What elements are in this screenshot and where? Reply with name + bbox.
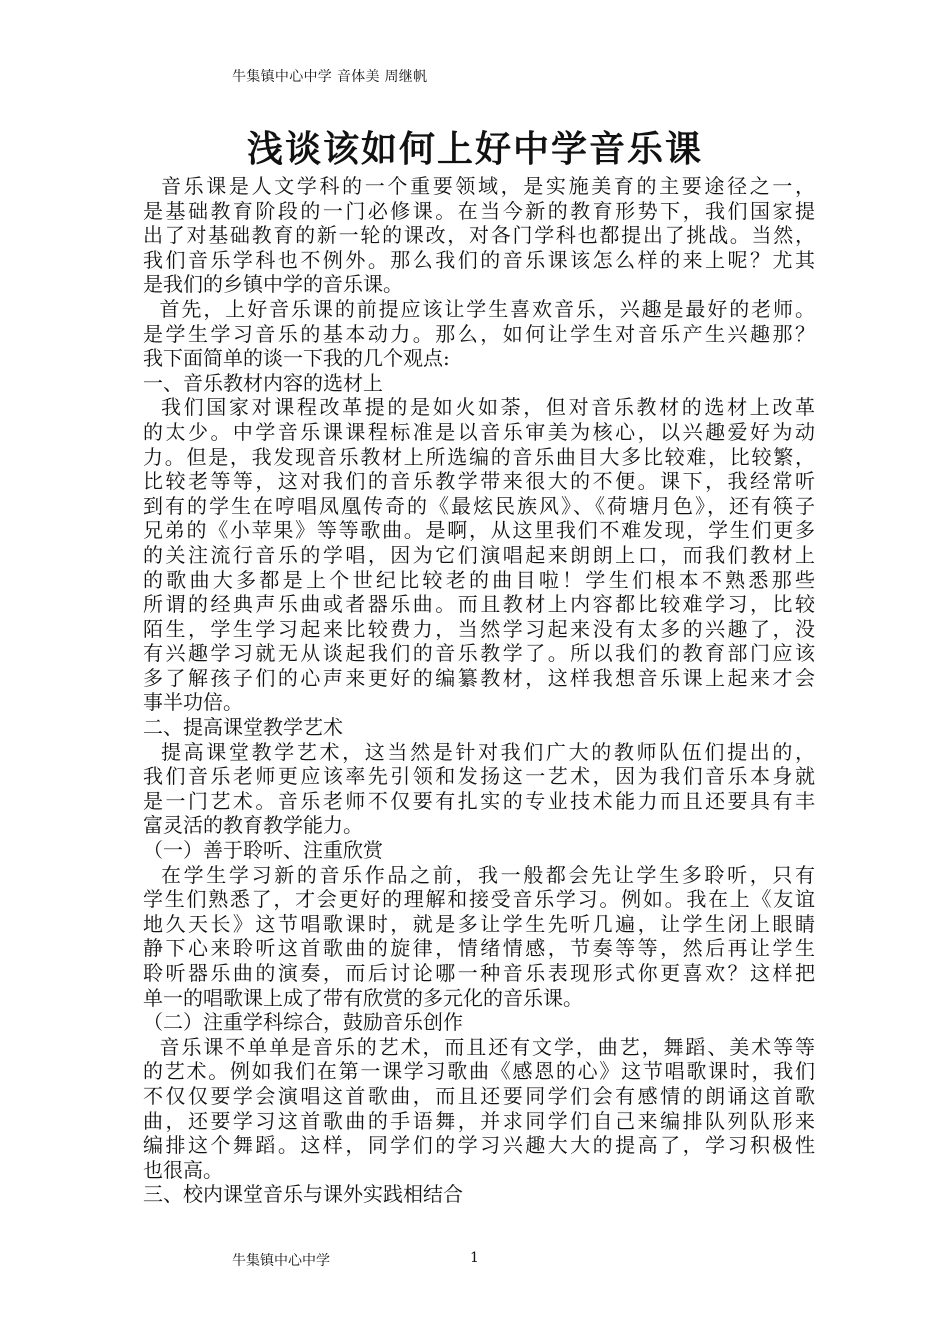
text-line: （一）善于聆听、注重欣赏 [143, 838, 383, 863]
text-line: 单一的唱歌课上成了带有欣赏的多元化的音乐课。 [143, 985, 583, 1010]
text-line: 在学生学习新的音乐作品之前，我一般都会先让学生多聆听，只有 [143, 862, 815, 887]
text-line: 事半功倍。 [143, 690, 243, 715]
text-line: （二）注重学科综合，鼓励音乐创作 [143, 1010, 463, 1035]
text-line: 比较老等等，这对我们的音乐教学带来很大的不便。课下，我经常听 [143, 469, 815, 494]
text-line: 也很高。 [143, 1157, 223, 1182]
page-number: 1 [470, 1250, 479, 1266]
text-line: 到有的学生在哼唱凤凰传奇的《最炫民族风》、《荷塘月色》，还有筷子 [143, 493, 815, 518]
text-line: 力。但是，我发现音乐教材上所选编的音乐曲目大多比较难，比较繁， [143, 444, 815, 469]
text-line: 地久天长》这节唱歌课时，就是多让学生先听几遍，让学生闭上眼睛 [143, 911, 815, 936]
text-line: 我们国家对课程改革提的是如火如荼，但对音乐教材的选材上改革 [143, 395, 815, 420]
text-line: 学生们熟悉了，才会更好的理解和接受音乐学习。例如。我在上《友谊 [143, 887, 815, 912]
text-line: 多了解孩子们的心声来更好的编纂教材，这样我想音乐课上起来才会 [143, 665, 815, 690]
text-line: 音乐课是人文学科的一个重要领域，是实施美育的主要途径之一， [143, 174, 815, 198]
document-title: 浅谈该如何上好中学音乐课 [246, 128, 703, 170]
text-line: 的关注流行音乐的学唱，因为它们演唱起来朗朗上口，而我们教材上 [143, 542, 815, 567]
text-line: 陌生，学生学习起来比较费力，当然学习起来没有太多的兴趣了，没 [143, 616, 815, 641]
text-line: 我下面简单的谈一下我的几个观点: [143, 346, 450, 371]
text-line: 是一门艺术。音乐老师不仅要有扎实的专业技术能力而且还要具有丰 [143, 788, 815, 813]
text-line: 兄弟的《小苹果》等等歌曲。是啊，从这里我们不难发现，学生们更多 [143, 518, 815, 543]
text-line: 音乐课不单单是音乐的艺术，而且还有文学，曲艺，舞蹈、美术等等 [143, 1034, 815, 1059]
footer-school: 牛集镇中心中学 [232, 1253, 330, 1269]
text-line: 有兴趣学习就无从谈起我们的音乐教学了。所以我们的教育部门应该 [143, 641, 815, 666]
text-line: 是基础教育阶段的一门必修课。在当今新的教育形势下，我们国家提 [143, 198, 815, 223]
text-line: 三、校内课堂音乐与课外实践相结合 [143, 1182, 463, 1207]
text-line: 的太少。中学音乐课课程标准是以音乐审美为核心，以兴趣爱好为动 [143, 419, 815, 444]
text-line: 不仅仅要学会演唱这首歌曲，而且还要同学们会有感情的朗诵这首歌 [143, 1083, 815, 1108]
text-line: 我们音乐老师更应该率先引领和发扬这一艺术，因为我们音乐本身就 [143, 764, 815, 789]
text-line: 静下心来聆听这首歌曲的旋律，情绪情感，节奏等等，然后再让学生 [143, 936, 815, 961]
page-header: 牛集镇中心中学 音体美 周继帆 [232, 69, 428, 85]
text-line: 的艺术。例如我们在第一课学习歌曲《感恩的心》这节唱歌课时，我们 [143, 1059, 815, 1084]
text-line: 二、提高课堂教学艺术 [143, 715, 343, 740]
text-line: 一、音乐教材内容的选材上 [143, 370, 383, 395]
text-line: 曲，还要学习这首歌曲的手语舞，并求同学们自己来编排队列队形来 [143, 1108, 815, 1133]
text-line: 是学生学习音乐的基本动力。那么，如何让学生对音乐产生兴趣那？ [143, 321, 815, 346]
text-line: 的歌曲大多都是上个世纪比较老的曲目啦！学生们根本不熟悉那些 [143, 567, 815, 592]
text-line: 所谓的经典声乐曲或者器乐曲。而且教材上内容都比较难学习，比较 [143, 592, 815, 617]
text-line: 聆听器乐曲的演奏，而后讨论哪一种音乐表现形式你更喜欢？这样把 [143, 961, 815, 985]
document-body [143, 174, 815, 1207]
text-line: 富灵活的教育教学能力。 [143, 813, 363, 838]
text-line: 我们音乐学科也不例外。那么我们的音乐课该怎么样的来上呢？尤其 [143, 247, 815, 272]
text-line: 首先，上好音乐课的前提应该让学生喜欢音乐，兴趣是最好的老师。 [143, 296, 815, 321]
text-line: 是我们的乡镇中学的音乐课。 [143, 272, 403, 297]
text-line: 编排这个舞蹈。这样，同学们的学习兴趣大大的提高了，学习积极性 [143, 1133, 815, 1158]
text-line: 提高课堂教学艺术，这当然是针对我们广大的教师队伍们提出的， [143, 739, 815, 764]
text-line: 出了对基础教育的新一轮的课改，对各门学科也都提出了挑战。当然， [143, 223, 815, 248]
